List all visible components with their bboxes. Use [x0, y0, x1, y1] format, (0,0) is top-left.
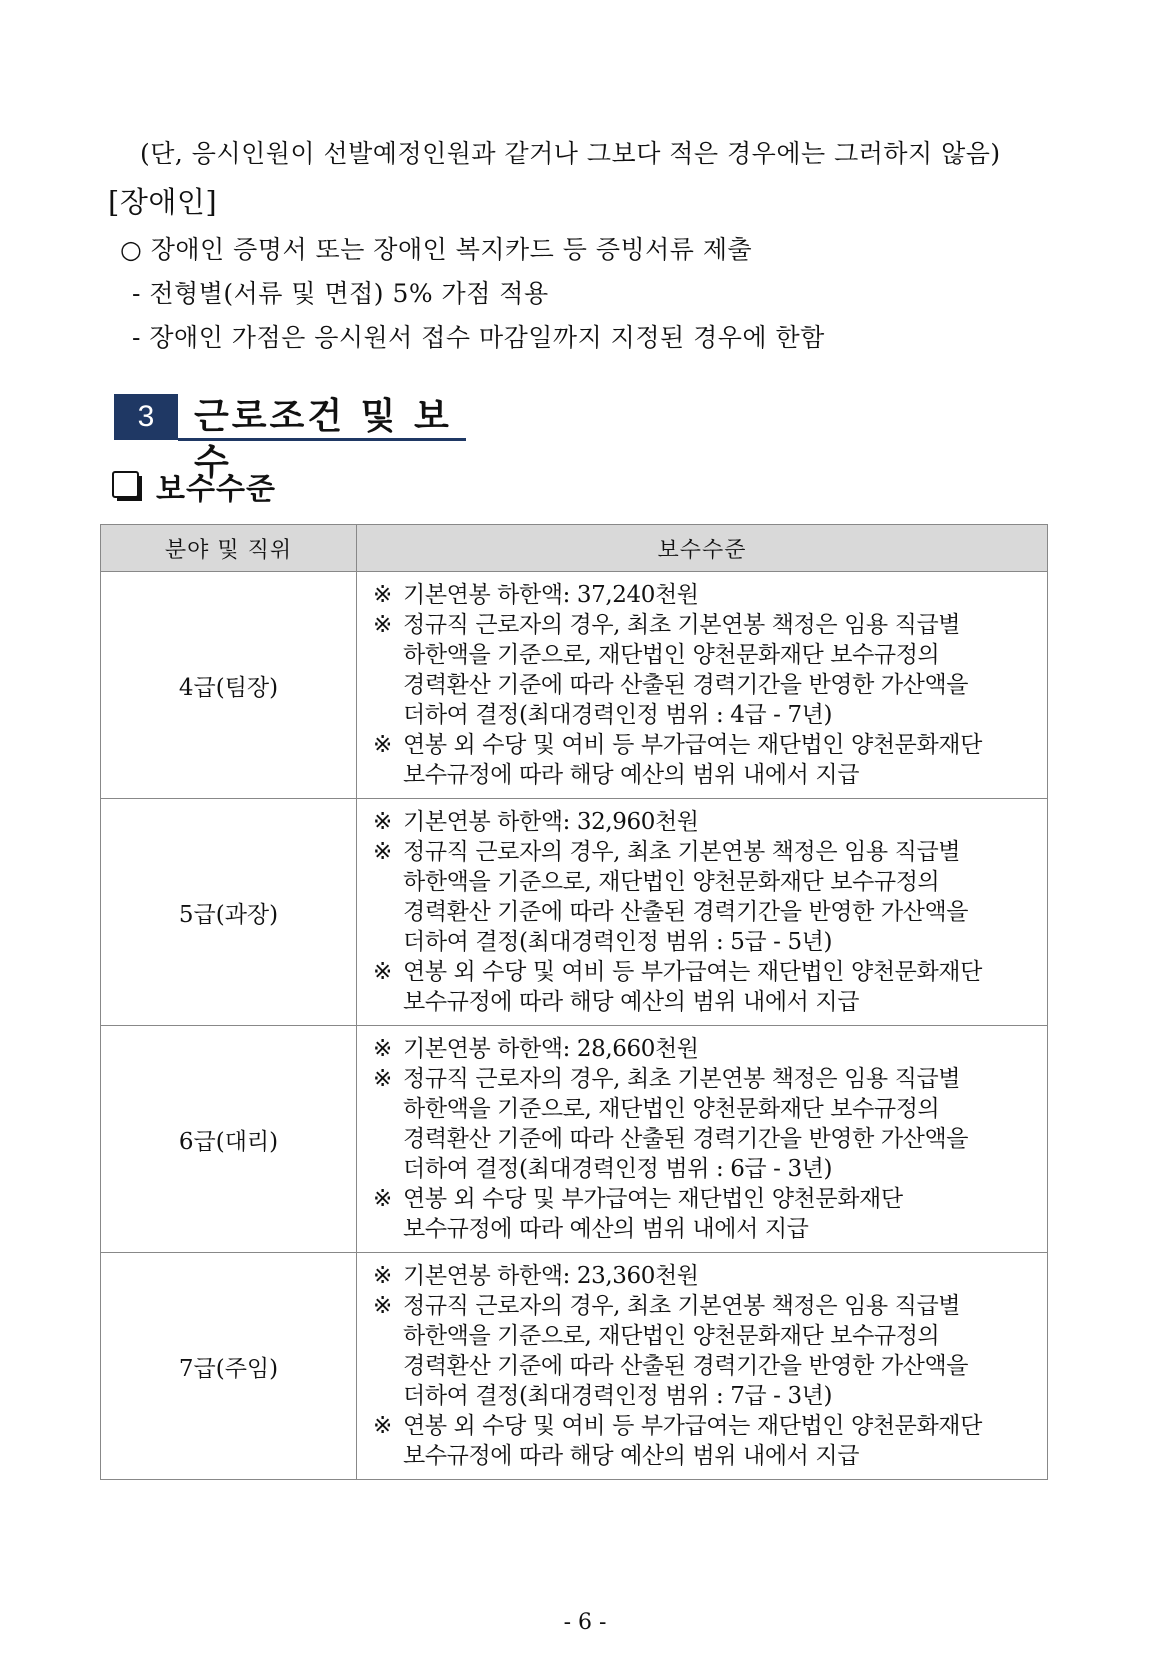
header-pay-level: 보수수준	[357, 525, 1048, 572]
note-line	[373, 610, 1047, 640]
reference-mark	[373, 1321, 403, 1351]
exception-note: (단, 응시인원이 선발예정인원과 같거나 그보다 적은 경우에는 그러하지 않음)	[140, 139, 1001, 168]
disabled-heading: [장애인]	[108, 185, 218, 219]
note-text: 하한액을 기준으로, 재단법인 양천문화재단 보수규정의	[403, 1096, 940, 1122]
note-line	[373, 1214, 1047, 1244]
note-line	[373, 867, 1047, 897]
note-text: 경력환산 기준에 따라 산출된 경력기간을 반영한 가산액을	[403, 899, 969, 925]
section-underline	[178, 438, 466, 441]
page-number: - 6 -	[563, 1610, 607, 1635]
note-line	[373, 837, 1047, 867]
reference-mark	[373, 867, 403, 897]
reference-mark	[373, 1154, 403, 1184]
note-text: 더하여 결정(최대경력인정 범위 : 4급 - 7년)	[403, 702, 833, 728]
reference-mark	[373, 1214, 403, 1244]
section-header	[114, 394, 466, 483]
reference-mark	[373, 1351, 403, 1381]
reference-mark	[373, 700, 403, 730]
note-line	[373, 760, 1047, 790]
note-text: 연봉 외 수당 및 여비 등 부가급여는 재단법인 양천문화재단	[403, 732, 982, 758]
reference-mark	[373, 640, 403, 670]
note-line	[373, 1261, 1047, 1291]
disabled-item-condition: - 장애인 가점은 응시원서 접수 마감일까지 지정된 경우에 한함	[132, 323, 825, 352]
pay-level-cell	[357, 1253, 1048, 1480]
reference-mark	[373, 1094, 403, 1124]
pay-table-body	[101, 572, 1048, 1480]
subsection-title: 보수수준	[156, 472, 276, 507]
note-text: 연봉 외 수당 및 부가급여는 재단법인 양천문화재단	[403, 1186, 903, 1212]
position-cell: 4급(팀장)	[101, 572, 357, 799]
reference-mark: ※	[373, 1186, 392, 1212]
note-line	[373, 670, 1047, 700]
position-cell: 5급(과장)	[101, 799, 357, 1026]
reference-mark	[373, 987, 403, 1017]
header-position: 분야 및 직위	[101, 525, 357, 572]
note-line	[373, 1381, 1047, 1411]
position-cell: 6급(대리)	[101, 1026, 357, 1253]
note-line	[373, 957, 1047, 987]
note-text: 보수규정에 따라 해당 예산의 범위 내에서 지급	[403, 989, 860, 1015]
note-line	[373, 1124, 1047, 1154]
position-cell: 7급(주임)	[101, 1253, 357, 1480]
note-line	[373, 987, 1047, 1017]
disabled-item-proof: ○ 장애인 증명서 또는 장애인 복지카드 등 증빙서류 제출	[120, 235, 753, 264]
note-line	[373, 640, 1047, 670]
disabled-item-bonus: - 전형별(서류 및 면접) 5% 가점 적용	[132, 279, 549, 308]
note-text: 기본연봉 하한액: 23,360천원	[403, 1263, 699, 1289]
note-text: 연봉 외 수당 및 여비 등 부가급여는 재단법인 양천문화재단	[403, 1413, 982, 1439]
note-text: 보수규정에 따라 해당 예산의 범위 내에서 지급	[403, 1443, 860, 1469]
section-title: 근로조건 및 보수	[194, 396, 452, 483]
reference-mark: ※	[373, 1066, 392, 1092]
note-text: 기본연봉 하한액: 32,960천원	[403, 809, 699, 835]
reference-mark	[373, 1124, 403, 1154]
reference-mark	[373, 897, 403, 927]
reference-mark: ※	[373, 582, 392, 608]
table-row	[101, 1253, 1048, 1480]
note-line	[373, 580, 1047, 610]
note-text: 하한액을 기준으로, 재단법인 양천문화재단 보수규정의	[403, 869, 940, 895]
note-text: 정규직 근로자의 경우, 최초 기본연봉 책정은 임용 직급별	[403, 612, 961, 638]
note-text: 정규직 근로자의 경우, 최초 기본연봉 책정은 임용 직급별	[403, 1066, 961, 1092]
table-row	[101, 1026, 1048, 1253]
checkbox-icon	[112, 471, 142, 501]
reference-mark	[373, 927, 403, 957]
reference-mark: ※	[373, 1036, 392, 1062]
note-line	[373, 1411, 1047, 1441]
pay-level-cell	[357, 799, 1048, 1026]
note-line	[373, 1291, 1047, 1321]
reference-mark	[373, 1381, 403, 1411]
section-number: 3	[114, 394, 178, 440]
reference-mark: ※	[373, 1263, 392, 1289]
note-text: 보수규정에 따라 예산의 범위 내에서 지급	[403, 1216, 809, 1242]
table-row	[101, 799, 1048, 1026]
note-line	[373, 927, 1047, 957]
note-line	[373, 1154, 1047, 1184]
note-line	[373, 897, 1047, 927]
note-line	[373, 1034, 1047, 1064]
note-line	[373, 1094, 1047, 1124]
note-line	[373, 1441, 1047, 1471]
reference-mark	[373, 760, 403, 790]
note-line	[373, 1064, 1047, 1094]
reference-mark: ※	[373, 839, 392, 865]
note-text: 경력환산 기준에 따라 산출된 경력기간을 반영한 가산액을	[403, 1126, 969, 1152]
pay-table	[100, 524, 1048, 1480]
reference-mark	[373, 670, 403, 700]
note-line	[373, 700, 1047, 730]
table-header-row	[101, 525, 1048, 572]
reference-mark: ※	[373, 1293, 392, 1319]
reference-mark: ※	[373, 612, 392, 638]
table-row	[101, 572, 1048, 799]
reference-mark: ※	[373, 959, 392, 985]
note-text: 연봉 외 수당 및 여비 등 부가급여는 재단법인 양천문화재단	[403, 959, 982, 985]
note-text: 보수규정에 따라 해당 예산의 범위 내에서 지급	[403, 762, 860, 788]
note-text: 정규직 근로자의 경우, 최초 기본연봉 책정은 임용 직급별	[403, 1293, 961, 1319]
note-text: 더하여 결정(최대경력인정 범위 : 7급 - 3년)	[403, 1383, 833, 1409]
reference-mark	[373, 1441, 403, 1471]
note-line	[373, 807, 1047, 837]
note-text: 더하여 결정(최대경력인정 범위 : 5급 - 5년)	[403, 929, 833, 955]
note-line	[373, 1351, 1047, 1381]
note-text: 하한액을 기준으로, 재단법인 양천문화재단 보수규정의	[403, 642, 940, 668]
pay-level-cell	[357, 572, 1048, 799]
reference-mark: ※	[373, 1413, 392, 1439]
note-text: 정규직 근로자의 경우, 최초 기본연봉 책정은 임용 직급별	[403, 839, 961, 865]
note-text: 경력환산 기준에 따라 산출된 경력기간을 반영한 가산액을	[403, 1353, 969, 1379]
pay-level-cell	[357, 1026, 1048, 1253]
reference-mark: ※	[373, 732, 392, 758]
reference-mark: ※	[373, 809, 392, 835]
note-text: 더하여 결정(최대경력인정 범위 : 6급 - 3년)	[403, 1156, 833, 1182]
note-line	[373, 1184, 1047, 1214]
note-line	[373, 1321, 1047, 1351]
note-text: 기본연봉 하한액: 37,240천원	[403, 582, 699, 608]
note-text: 기본연봉 하한액: 28,660천원	[403, 1036, 699, 1062]
note-text: 하한액을 기준으로, 재단법인 양천문화재단 보수규정의	[403, 1323, 940, 1349]
note-text: 경력환산 기준에 따라 산출된 경력기간을 반영한 가산액을	[403, 672, 969, 698]
subsection-heading	[112, 466, 276, 506]
note-line	[373, 730, 1047, 760]
